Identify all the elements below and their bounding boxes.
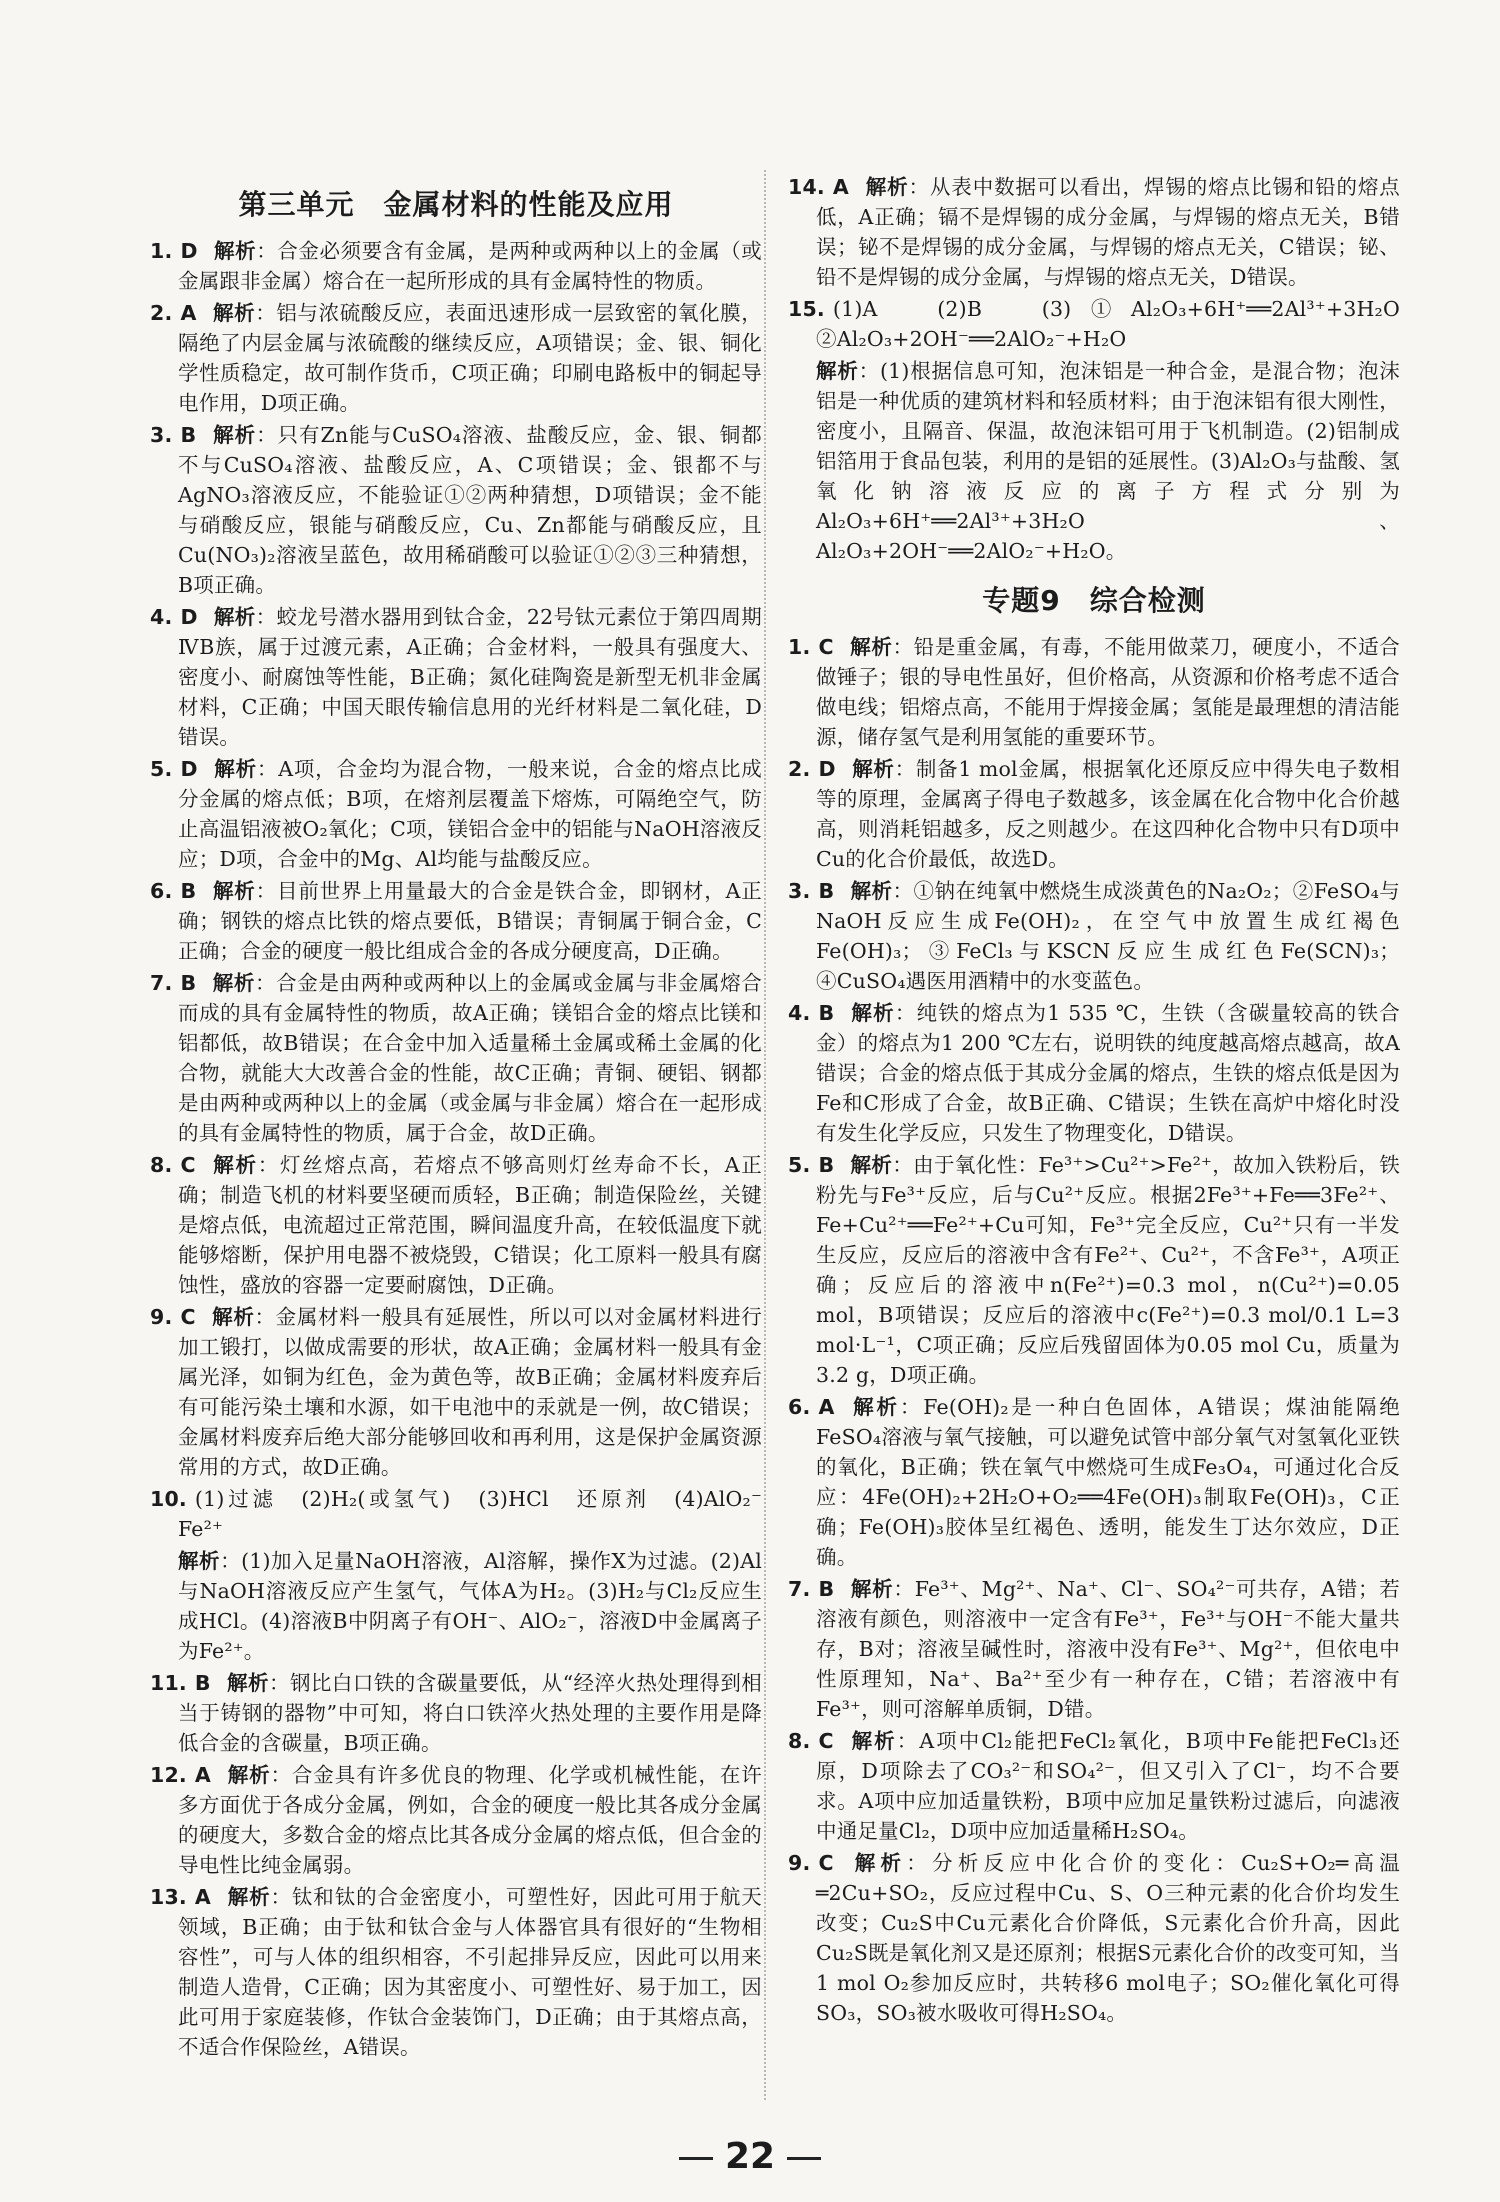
- item-answer: C: [180, 1153, 196, 1177]
- explanation-label: 解析: [212, 423, 257, 447]
- item-number: 5.: [150, 757, 173, 781]
- explanation-label: 解析: [227, 1763, 271, 1787]
- item-text: ：A项，合金均为混合物，一般来说，合金的熔点比成分金属的熔点低；B项，在熔剂层覆盖下熔炼，可隔绝空气，防止高温铝液被O₂氧化；C项，镁铝合金中的铝能与NaOH溶液反应；D项，合金中的Mg、Al均能与盐酸反应。: [178, 757, 762, 871]
- page-number: 22: [724, 2136, 776, 2177]
- item-answer: B: [818, 879, 835, 903]
- item-text: (1)过滤 (2)H₂(或氢气) (3)HCl 还原剂 (4)AlO₂⁻ Fe²⁺: [178, 1487, 783, 1541]
- explanation-label: 解析: [211, 1305, 255, 1329]
- item-number: 9.: [150, 1305, 173, 1329]
- item-answer: C: [818, 1851, 834, 1875]
- answer-item-explanation: [788, 356, 1400, 566]
- explanation-label: 解析: [213, 757, 257, 781]
- item-answer: B: [818, 1001, 835, 1025]
- answer-item-explanation: [150, 1546, 762, 1666]
- item-number: 13.: [150, 1885, 187, 1909]
- explanation-label: 解析: [212, 971, 256, 995]
- answer-item: [788, 1392, 1400, 1572]
- answer-item: [788, 632, 1400, 752]
- item-answer: C: [180, 1305, 196, 1329]
- item-text: ：(1)根据信息可知，泡沫铝是一种合金，是混合物；泡沫铝是一种优质的建筑材料和轻质材料；由于泡沫铝有很大刚性，密度小，且隔音、保温，故泡沫铝可用于飞机制造。(2)铝制成铝箔用于食品包装，利用的是铝的延展性。(3)Al₂O₃与盐酸、氢氧化钠溶液反应的离子方程式分别为Al₂O₃+6H⁺══2Al³⁺+3H₂O、Al₂O₃+2OH⁻══2AlO₂⁻+H₂O。: [816, 359, 1401, 563]
- item-number: 4.: [788, 1001, 811, 1025]
- answer-item: [788, 998, 1400, 1148]
- explanation-label: 解析: [850, 1001, 895, 1025]
- left-answer-list: [150, 236, 783, 2062]
- right-answer-list-a: [788, 172, 1421, 566]
- item-number: 11.: [150, 1671, 187, 1695]
- item-answer: A: [194, 1885, 211, 1909]
- item-text: ：A项中Cl₂能把FeCl₂氧化，B项中Fe能把FeCl₃还原，D项除去了CO₃²⁻和SO₄²⁻，但又引入了Cl⁻，均不合要求。A项中应加适量铁粉，B项中应加足量铁粉过滤后，向滤液中通足量Cl₂，D项中应加适量稀H₂SO₄。: [816, 1729, 1401, 1843]
- answer-item: [150, 298, 762, 418]
- item-answer: A: [180, 301, 197, 325]
- item-number: 15.: [788, 297, 825, 321]
- item-answer: D: [180, 605, 198, 629]
- explanation-label: 解析: [212, 301, 256, 325]
- item-text: ：钛和钛的合金密度小，可塑性好，因此可用于航天领域，B正确；由于钛和钛合金与人体器官具有很好的“生物相容性”，可与人体的组织相容，不引起排异反应，因此可以用来制造人造骨，C正确；因为其密度小、可塑性好、易于加工，因此可用于家庭装修，作钛合金装饰门，D正确；由于其熔点高，不适合作保险丝，A错误。: [178, 1885, 762, 2059]
- answer-item: [788, 1574, 1400, 1724]
- explanation-label: 解析: [851, 757, 895, 781]
- item-text: ：合金具有许多优良的物理、化学或机械性能，在许多方面优于各成分金属，例如，合金的硬度一般比其各成分金属的硬度大，多数合金的熔点比其各成分金属的熔点低，但合金的导电性比纯金属弱。: [178, 1763, 762, 1877]
- item-text: ：制备1 mol金属，根据氧化还原反应中得失电子数相等的原理，金属离子得电子数越多，该金属在化合物中化合价越高，则消耗铝越多，反之则越少。在这四种化合物中只有D项中Cu的化合价最低，故选D。: [816, 757, 1400, 871]
- answer-item: [150, 1302, 762, 1482]
- explanation-label: 解析: [178, 1549, 221, 1573]
- answer-item: [788, 754, 1400, 874]
- explanation-label: 解析: [213, 239, 257, 263]
- item-number: 1.: [788, 635, 811, 659]
- answer-item: [150, 1882, 762, 2062]
- explanation-label: 解析: [850, 1577, 894, 1601]
- item-number: 1.: [150, 239, 173, 263]
- answer-item: [150, 420, 762, 600]
- item-text: ：只有Zn能与CuSO₄溶液、盐酸反应，金、银、铜都不与CuSO₄溶液、盐酸反应，A、C项错误；金、银都不与AgNO₃溶液反应，不能验证①②两种猜想，D项错误；金不能与硝酸反应，银能与硝酸反应，Cu、Zn都能与硝酸反应，且Cu(NO₃)₂溶液呈蓝色，故用稀硝酸可以验证①②③三种猜想，B项正确。: [178, 423, 762, 597]
- item-number: 7.: [788, 1577, 811, 1601]
- item-text: ：铝与浓硫酸反应，表面迅速形成一层致密的氧化膜，隔绝了内层金属与浓硫酸的继续反应，A项错误；金、银、铜化学性质稳定，故可制作货币，C项正确；印刷电路板中的铜起导电作用，D项正确。: [178, 301, 762, 415]
- answer-item: [788, 1726, 1400, 1846]
- section-title-unit3: 第三单元 金属材料的性能及应用: [238, 188, 674, 221]
- item-answer: D: [180, 239, 198, 263]
- answer-item: [150, 1484, 783, 1544]
- page-footer: [0, 2136, 1500, 2177]
- item-text: ：蛟龙号潜水器用到钛合金，22号钛元素位于第四周期ⅣB族，属于过渡元素，A正确；合金材料，一般具有强度大、密度小、耐腐蚀等性能，B正确；氮化硅陶瓷是新型无机非金属材料，C正确；中国天眼传输信息用的光纤材料是二氧化硅，D错误。: [178, 605, 762, 749]
- item-answer: B: [818, 1577, 835, 1601]
- item-text: ：灯丝熔点高，若熔点不够高则灯丝寿命不长，A正确；制造飞机的材料要坚硬而质轻，B正确；制造保险丝，关键是熔点低，电流超过正常范围，瞬间温度升高，在较低温度下就能够熔断，保护用电器不被烧毁，C错误；化工原料一般具有腐蚀性，盛放的容器一定要耐腐蚀，D正确。: [178, 1153, 763, 1297]
- answer-item: [788, 876, 1400, 996]
- explanation-label: 解析: [226, 1671, 269, 1695]
- footer-dash-left: [679, 2157, 713, 2160]
- explanation-label: 解析: [213, 605, 256, 629]
- item-number: 3.: [788, 879, 811, 903]
- item-text: ：铅是重金属，有毒，不能用做菜刀，硬度小，不适合做锤子；银的导电性虽好，但价格高，从资源和价格考虑不适合做电线；铝熔点高，不能用于焊接金属；氢能是最理想的清洁能源，储存氢气是利用氢能的重要环节。: [816, 635, 1400, 749]
- item-answer: C: [818, 635, 834, 659]
- item-number: 6.: [788, 1395, 811, 1419]
- item-text: ：纯铁的熔点为1 535 ℃，生铁（含碳量较高的铁合金）的熔点为1 200 ℃左右，说明铁的纯度越高熔点越高，故A错误；合金的熔点低于其成分金属的熔点，生铁的熔点低是因为Fe和C形成了合金，故B正确、C错误；生铁在高炉中熔化时没有发生化学反应，只发生了物理变化，D错误。: [816, 1001, 1400, 1145]
- explanation-label: 解析: [850, 879, 893, 903]
- section-title-topic9: 专题9 综合检测: [982, 584, 1206, 617]
- answer-item: [150, 602, 762, 752]
- answer-item: [788, 1150, 1400, 1390]
- column-divider: [764, 170, 767, 2100]
- item-answer: A: [194, 1763, 211, 1787]
- answer-item: [788, 1848, 1400, 2028]
- explanation-label: 解析: [849, 1851, 907, 1875]
- item-answer: B: [180, 423, 197, 447]
- item-number: 4.: [150, 605, 173, 629]
- right-answer-list-b: [788, 632, 1400, 2028]
- item-text: ：Fe³⁺、Mg²⁺、Na⁺、Cl⁻、SO₄²⁻可共存，A错；若溶液有颜色，则溶液中一定含有Fe³⁺，Fe³⁺与OH⁻不能大量共存，B对；溶液呈碱性时，溶液中没有Fe³⁺、Mg²⁺，但依电中性原理知，Na⁺、Ba²⁺至少有一种存在，C错；若溶液中有Fe³⁺，则可溶解单质铜，D错。: [816, 1577, 1401, 1721]
- item-answer: A: [818, 1395, 835, 1419]
- item-text: ：分析反应中化合价的变化：Cu₂S+O₂═高温═2Cu+SO₂，反应过程中Cu、S、O三种元素的化合价均发生改变；Cu₂S中Cu元素化合价降低，S元素化合价升高，因此Cu₂S既是氧化剂又是还原剂；根据S元素化合价的改变可知，当1 mol O₂参加反应时，共转移6 mol电子；SO₂催化氧化可得SO₃，SO₃被水吸收可得H₂SO₄。: [816, 1851, 1401, 2025]
- footer-dash-right: [787, 2157, 821, 2160]
- explanation-label: 解析: [850, 1153, 893, 1177]
- item-number: 2.: [150, 301, 173, 325]
- item-number: 10.: [150, 1487, 187, 1511]
- item-text: ：金属材料一般具有延展性，所以可以对金属材料进行加工锻打，以做成需要的形状，故A正确；金属材料一般具有金属光泽，如铜为红色，金为黄色等，故B正确；金属材料废弃后有可能污染土壤和水源，如干电池中的汞就是一例，故C错误；金属材料废弃后绝大部分能够回收和再利用，这是保护金属资源常用的方式，故D正确。: [178, 1305, 762, 1479]
- item-answer: D: [180, 757, 198, 781]
- answer-item: [788, 172, 1400, 292]
- item-answer: A: [832, 175, 849, 199]
- answer-item: [150, 754, 762, 874]
- item-number: 2.: [788, 757, 811, 781]
- item-number: 6.: [150, 879, 173, 903]
- item-text: ：(1)加入足量NaOH溶液，Al溶解，操作X为过滤。(2)Al与NaOH溶液反应产生氢气，气体A为H₂。(3)H₂与Cl₂反应生成HCl。(4)溶液B中阴离子有OH⁻、AlO₂⁻，溶液D中金属离子为Fe²⁺。: [178, 1549, 763, 1663]
- item-text: (1)A (2)B (3)①Al₂O₃+6H⁺══2Al³⁺+3H₂O ②Al₂O₃+2OH⁻══2AlO₂⁻+H₂O: [816, 297, 1421, 351]
- item-number: 3.: [150, 423, 173, 447]
- item-text: ：钢比白口铁的含碳量要低，从“经淬火热处理得到相当于铸钢的器物”中可知，将白口铁淬火热处理的主要作用是降低合金的含碳量，B项正确。: [178, 1671, 762, 1755]
- explanation-label: 解析: [816, 359, 859, 383]
- item-number: 8.: [150, 1153, 173, 1177]
- item-number: 9.: [788, 1851, 811, 1875]
- item-answer: D: [818, 757, 836, 781]
- answer-item: [150, 1150, 762, 1300]
- item-text: ：①钠在纯氧中燃烧生成淡黄色的Na₂O₂；②FeSO₄与NaOH反应生成Fe(OH)₂，在空气中放置生成红褐色Fe(OH)₃；③FeCl₃与KSCN反应生成红色Fe(SCN)₃；④CuSO₄遇医用酒精中的水变蓝色。: [816, 879, 1400, 993]
- explanation-label: 解析: [211, 1153, 258, 1177]
- answer-item: [150, 236, 762, 296]
- item-number: 7.: [150, 971, 173, 995]
- explanation-label: 解析: [849, 1729, 897, 1753]
- item-number: 5.: [788, 1153, 811, 1177]
- item-text: ：从表中数据可以看出，焊锡的熔点比锡和铅的熔点低，A正确；镉不是焊锡的成分金属，与焊锡的熔点无关，B错误；铋不是焊锡的成分金属，与焊锡的熔点无关，C错误；铋、铅不是焊锡的成分金属，与焊锡的熔点无关，D错误。: [816, 175, 1400, 289]
- item-text: ：由于氧化性：Fe³⁺>Cu²⁺>Fe²⁺，故加入铁粉后，铁粉先与Fe³⁺反应，后与Cu²⁺反应。根据2Fe³⁺+Fe══3Fe²⁺、Fe+Cu²⁺══Fe²⁺+Cu可知，Fe³⁺完全反应，Cu²⁺只有一半发生反应，反应后的溶液中含有Fe²⁺、Cu²⁺，不含Fe³⁺，A项正确；反应后的溶液中n(Fe²⁺)=0.3 mol，n(Cu²⁺)=0.05 mol，B项错误；反应后的溶液中c(Fe²⁺)=0.3 mol/0.1 L=3 mol·L⁻¹，C项正确；反应后残留固体为0.05 mol Cu，质量为3.2 g，D项正确。: [816, 1153, 1400, 1387]
- item-answer: C: [818, 1729, 834, 1753]
- item-answer: B: [818, 1153, 835, 1177]
- explanation-label: 解析: [849, 635, 893, 659]
- item-answer: B: [180, 879, 197, 903]
- right-column: [788, 172, 1421, 2030]
- item-text: ：Fe(OH)₂是一种白色固体，A错误；煤油能隔绝FeSO₄溶液与氧气接触，可以避免试管中部分氧气对氢氧化亚铁的氧化，B正确；铁在氧气中燃烧可生成Fe₃O₄，可通过化合反应：4Fe(OH)₂+2H₂O+O₂══4Fe(OH)₃制取Fe(OH)₃，C正确；Fe(OH)₃胶体呈红褐色、透明，能发生丁达尔效应，D正确。: [816, 1395, 1401, 1569]
- explanation-label: 解析: [850, 1395, 900, 1419]
- item-number: 12.: [150, 1763, 187, 1787]
- item-answer: B: [180, 971, 197, 995]
- explanation-label: 解析: [227, 1885, 271, 1909]
- answer-item: [150, 1760, 762, 1880]
- item-text: ：合金是由两种或两种以上的金属或金属与非金属熔合而成的具有金属特性的物质，故A正确；镁铝合金的熔点比镁和铝都低，故B错误；在合金中加入适量稀土金属或稀土金属的化合物，就能大大改善合金的性能，故C正确；青铜、硬铝、钢都是由两种或两种以上的金属（或金属与非金属）熔合在一起形成的具有金属特性的物质，属于合金，故D正确。: [178, 971, 762, 1145]
- item-text: ：目前世界上用量最大的合金是铁合金，即钢材，A正确；钢铁的熔点比铁的熔点要低，B错误；青铜属于铜合金，C正确；合金的硬度一般比组成合金的各成分硬度高，D正确。: [178, 879, 762, 963]
- item-answer: B: [194, 1671, 211, 1695]
- answer-item: [150, 1668, 762, 1758]
- item-number: 8.: [788, 1729, 811, 1753]
- explanation-label: 解析: [212, 879, 256, 903]
- item-number: 14.: [788, 175, 825, 199]
- answer-item: [150, 876, 762, 966]
- answer-item: [788, 294, 1421, 354]
- item-text: ：合金必须要含有金属，是两种或两种以上的金属（或金属跟非金属）熔合在一起所形成的具有金属特性的物质。: [178, 239, 762, 293]
- answer-item: [150, 968, 762, 1148]
- explanation-label: 解析: [865, 175, 909, 199]
- left-column: [150, 170, 783, 2064]
